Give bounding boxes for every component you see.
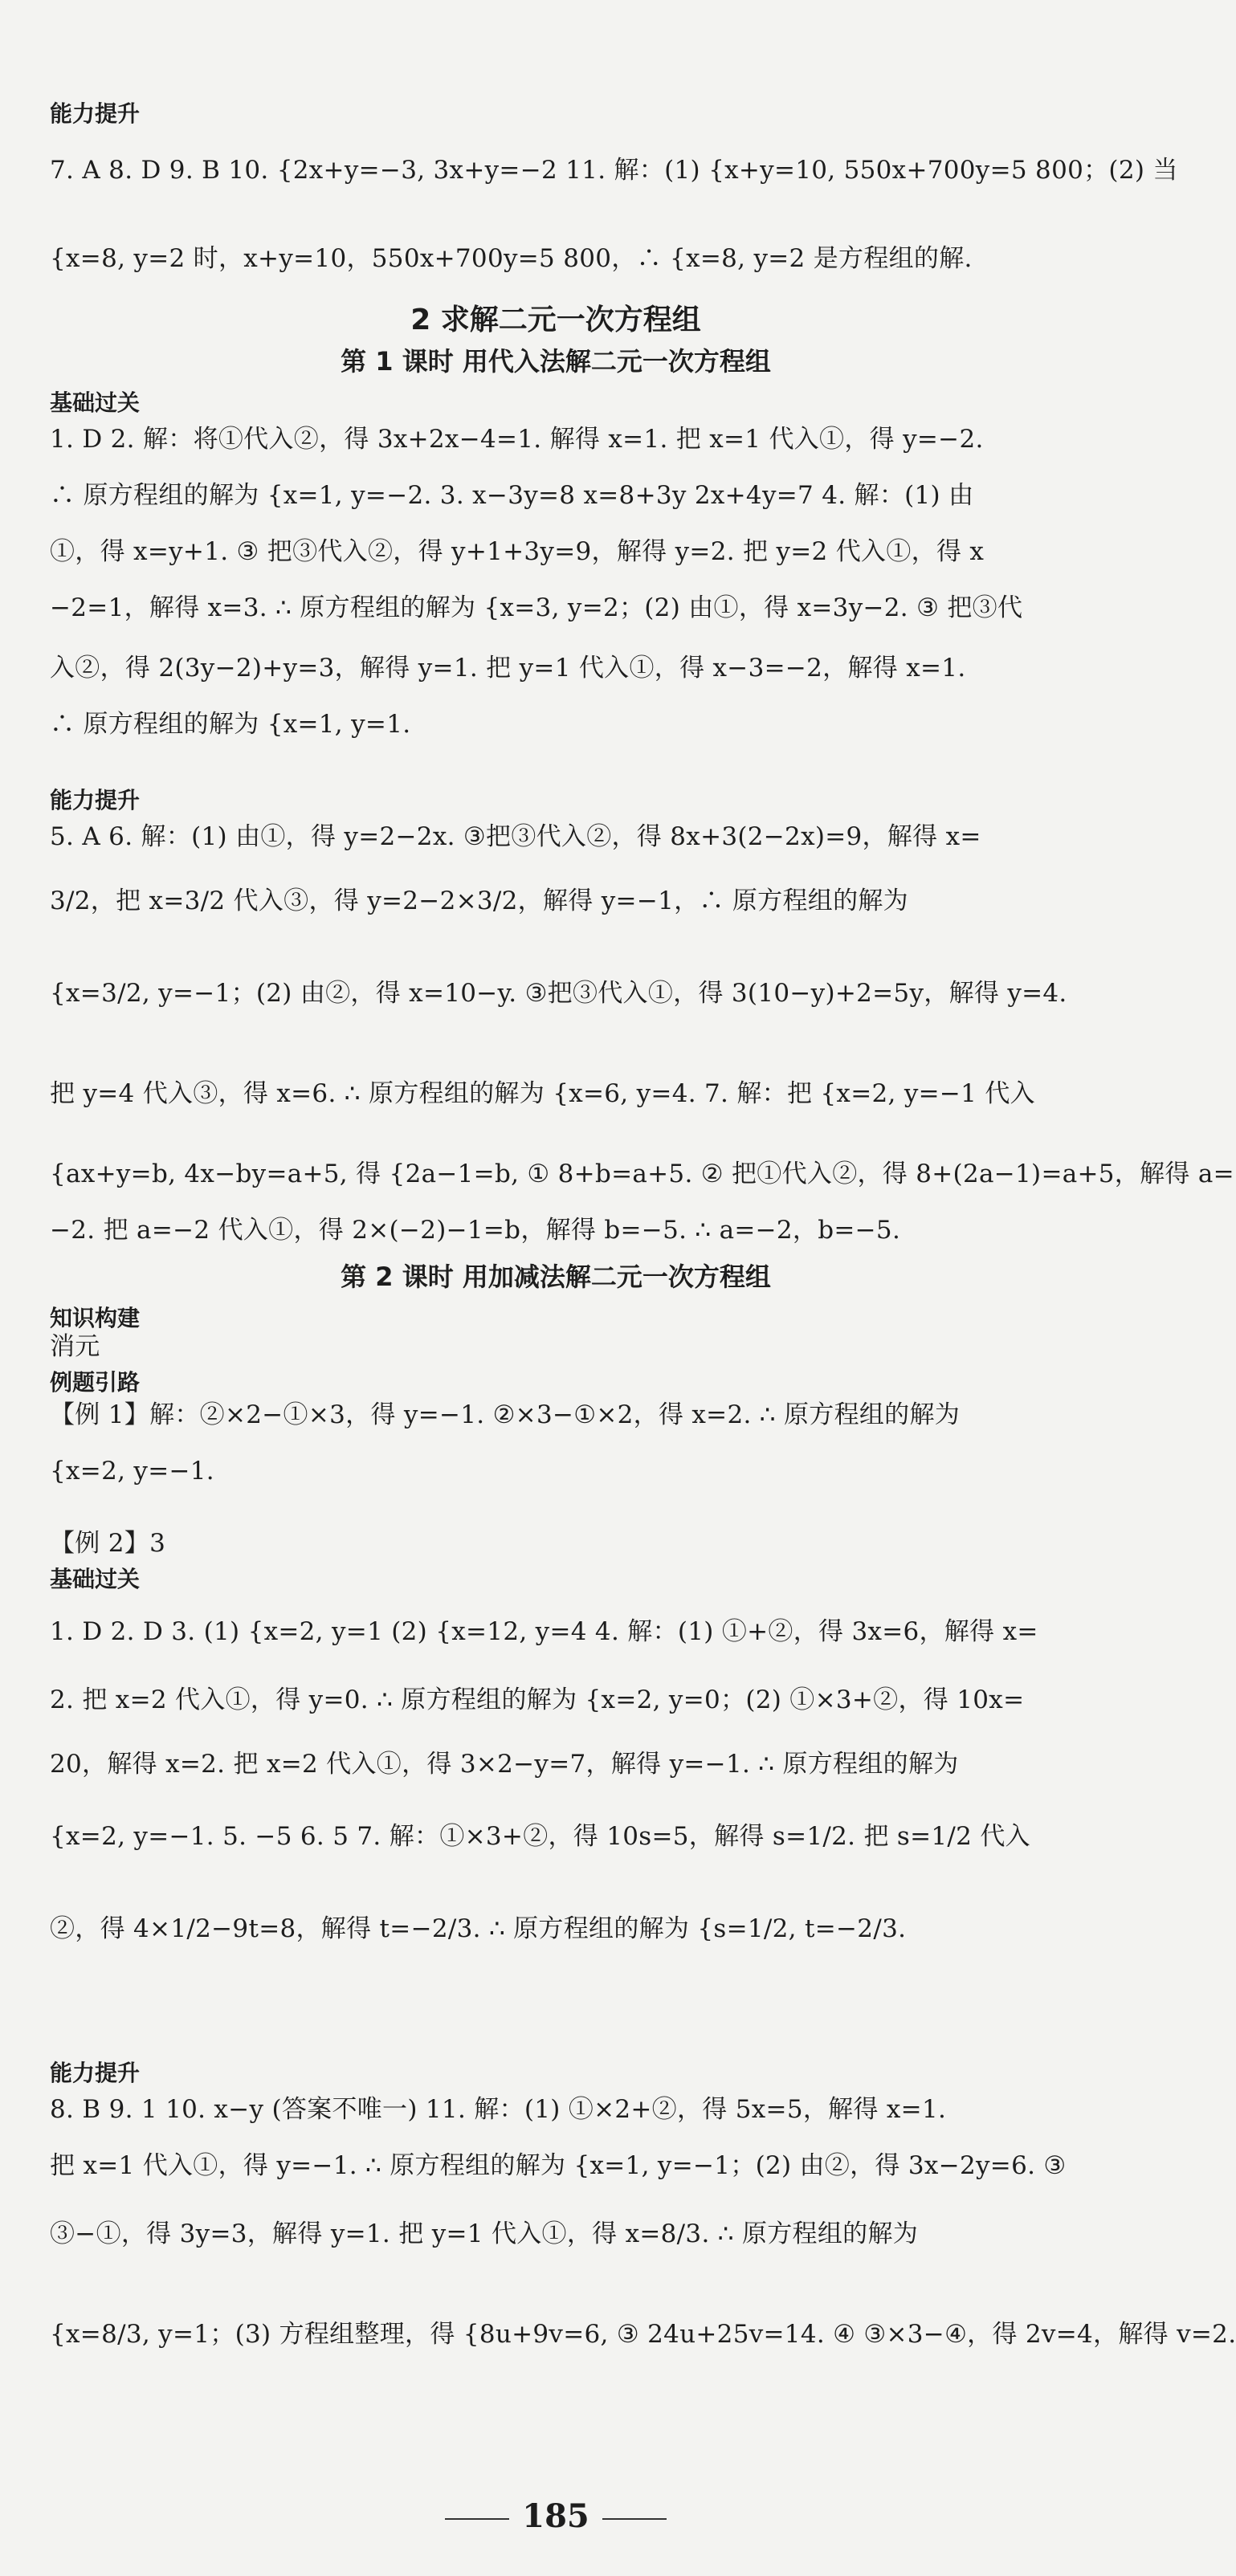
section-heading: 能力提升 bbox=[50, 787, 141, 813]
answer-line: 把 x=1 代入①，得 y=−1. ∴ 原方程组的解为 {x=1, y=−1；(2) 由②，得 3x−2y=6. ③ bbox=[50, 2151, 1067, 2180]
answer-line: {x=3/2, y=−1；(2) 由②，得 x=10−y. ③把③代入①，得 3(10−y)+2=5y，解得 y=4. bbox=[50, 979, 1067, 1008]
answer-line: 1. D 2. 解：将①代入②，得 3x+2x−4=1. 解得 x=1. 把 x=1 代入①，得 y=−2. bbox=[50, 425, 984, 454]
answer-line: 入②，得 2(3y−2)+y=3，解得 y=1. 把 y=1 代入①，得 x−3=−2，解得 x=1. bbox=[50, 654, 966, 683]
section-heading: 能力提升 bbox=[50, 2060, 141, 2086]
page-number: 185 bbox=[0, 2497, 1112, 2535]
answer-line: ②，得 4×1/2−9t=8，解得 t=−2/3. ∴ 原方程组的解为 {s=1/2, t=−2/3. bbox=[50, 1914, 907, 1943]
answer-line: 1. D 2. D 3. (1) {x=2, y=1 (2) {x=12, y=4 4. 解：(1) ①+②，得 3x=6，解得 x= bbox=[50, 1617, 1038, 1646]
section-heading: 基础过关 bbox=[50, 1566, 141, 1592]
answer-line: −2=1，解得 x=3. ∴ 原方程组的解为 {x=3, y=2；(2) 由①，得 x=3y−2. ③ 把③代 bbox=[50, 593, 1023, 622]
answer-line: ①，得 x=y+1. ③ 把③代入②，得 y+1+3y=9，解得 y=2. 把 y=2 代入①，得 x bbox=[50, 537, 985, 566]
answer-line: 3/2，把 x=3/2 代入③，得 y=2−2×3/2，解得 y=−1，∴ 原方程组的解为 bbox=[50, 887, 908, 915]
answer-line: {x=8, y=2 时，x+y=10，550x+700y=5 800，∴ {x=8, y=2 是方程组的解. bbox=[50, 244, 973, 273]
answer-line: −2. 把 a=−2 代入①，得 2×(−2)−1=b，解得 b=−5. ∴ a=−2，b=−5. bbox=[50, 1216, 901, 1245]
answer-line: 把 y=4 代入③，得 x=6. ∴ 原方程组的解为 {x=6, y=4. 7. 解：把 {x=2, y=−1 代入 bbox=[50, 1079, 1035, 1108]
answer-line: {x=8/3, y=1；(3) 方程组整理，得 {8u+9v=6, ③ 24u+25v=14. ④ ③×3−④，得 2v=4，解得 v=2. bbox=[50, 2320, 1236, 2349]
section-heading: 能力提升 bbox=[50, 100, 141, 127]
answer-line: 20，解得 x=2. 把 x=2 代入①，得 3×2−y=7，解得 y=−1. ∴ 原方程组的解为 bbox=[50, 1750, 959, 1779]
answer-line: ∴ 原方程组的解为 {x=1, y=−2. 3. x−3y=8 x=8+3y 2x+4y=7 4. 解：(1) 由 bbox=[50, 481, 974, 510]
section-heading: 例题引路 bbox=[50, 1369, 141, 1396]
section-heading: 基础过关 bbox=[50, 389, 141, 416]
answer-line: 消元 bbox=[50, 1332, 100, 1361]
section-heading: 知识构建 bbox=[50, 1305, 141, 1331]
answer-line: ③−①，得 3y=3，解得 y=1. 把 y=1 代入①，得 x=8/3. ∴ 原方程组的解为 bbox=[50, 2219, 919, 2248]
answer-line: {ax+y=b, 4x−by=a+5, 得 {2a−1=b, ① 8+b=a+5. ② 把①代入②，得 8+(2a−1)=a+5，解得 a= bbox=[50, 1160, 1234, 1188]
answer-line: {x=2, y=−1. bbox=[50, 1457, 214, 1486]
lesson-title: 第 2 课时 用加减法解二元一次方程组 bbox=[341, 1262, 771, 1292]
lesson-title: 2 求解二元一次方程组 bbox=[410, 304, 701, 336]
answer-line: 【例 1】解：②×2−①×3，得 y=−1. ②×3−①×2，得 x=2. ∴ 原方程组的解为 bbox=[50, 1400, 961, 1429]
answer-line: 2. 把 x=2 代入①，得 y=0. ∴ 原方程组的解为 {x=2, y=0；(2) ①×3+②，得 10x= bbox=[50, 1685, 1025, 1714]
answer-line: 5. A 6. 解：(1) 由①，得 y=2−2x. ③把③代入②，得 8x+3(2−2x)=9，解得 x= bbox=[50, 822, 981, 851]
answer-line: 【例 2】3 bbox=[50, 1529, 166, 1558]
answer-line: ∴ 原方程组的解为 {x=1, y=1. bbox=[50, 710, 411, 739]
answer-line: {x=2, y=−1. 5. −5 6. 5 7. 解：①×3+②，得 10s=5，解得 s=1/2. 把 s=1/2 代入 bbox=[50, 1822, 1030, 1851]
lesson-title: 第 1 课时 用代入法解二元一次方程组 bbox=[341, 346, 771, 377]
answer-line: 8. B 9. 1 10. x−y (答案不唯一) 11. 解：(1) ①×2+②，得 5x=5，解得 x=1. bbox=[50, 2095, 947, 2124]
answer-line: 7. A 8. D 9. B 10. {2x+y=−3, 3x+y=−2 11. 解：(1) {x+y=10, 550x+700y=5 800；(2) 当 bbox=[50, 156, 1178, 185]
